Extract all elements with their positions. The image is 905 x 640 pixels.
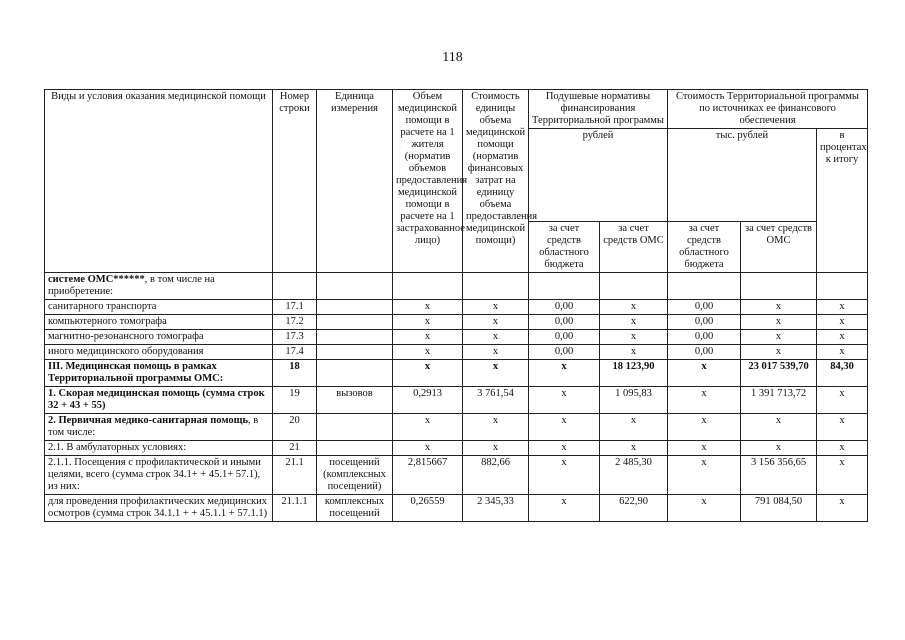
cell-pct: 84,30 xyxy=(817,360,868,387)
cell-row: 18 xyxy=(273,360,317,387)
cell-pr-oms: x xyxy=(741,330,817,345)
cell-pr-budget: x xyxy=(668,441,741,456)
table-row xyxy=(45,441,868,456)
cell-unit: посещений (комплексных посещений) xyxy=(317,456,393,495)
row-kind: магнитно-резонансного томографа xyxy=(45,330,273,345)
cell-pr-budget: x xyxy=(668,387,741,414)
cell-pr-budget: 0,00 xyxy=(668,345,741,360)
row-kind: 2.1. В амбулаторных условиях: xyxy=(45,441,273,456)
header-cost: Стоимость единицы объема медицинской помощи (норматив финансовых затрат на единицу объема предоставления медицинской помощи) xyxy=(463,90,529,273)
header-row-1 xyxy=(45,90,868,129)
cell-vol: x xyxy=(393,300,463,315)
cell-pr-budget: 0,00 xyxy=(668,300,741,315)
cell-pc-oms: x xyxy=(600,345,668,360)
row-kind: санитарного транспорта xyxy=(45,300,273,315)
cell-pr-oms: 3 156 356,65 xyxy=(741,456,817,495)
row-kind: системе ОМС******, в том числе на приобретение: xyxy=(45,273,273,300)
cell-vol xyxy=(393,273,463,300)
cell-pc-oms: 1 095,83 xyxy=(600,387,668,414)
header-pr-budget: за счет средств областного бюджета xyxy=(668,222,741,273)
cell-cost: x xyxy=(463,414,529,441)
cell-pc-oms: x xyxy=(600,414,668,441)
cell-pc-budget: 0,00 xyxy=(529,315,600,330)
cell-pr-budget: 0,00 xyxy=(668,315,741,330)
cell-pc-budget: 0,00 xyxy=(529,300,600,315)
cell-pr-budget: x xyxy=(668,456,741,495)
cell-pr-budget: x xyxy=(668,414,741,441)
cell-pct: x xyxy=(817,330,868,345)
page-number: 118 xyxy=(442,50,463,65)
cell-cost: x xyxy=(463,330,529,345)
header-percent: в процентах к итогу xyxy=(817,129,868,273)
cell-pr-oms: x xyxy=(741,345,817,360)
table-row xyxy=(45,414,868,441)
cell-row: 17.4 xyxy=(273,345,317,360)
cell-row: 20 xyxy=(273,414,317,441)
row-kind: компьютерного томографа xyxy=(45,315,273,330)
cell-pc-oms: 2 485,30 xyxy=(600,456,668,495)
cell-pc-oms: x xyxy=(600,441,668,456)
header-row-no: Номер строки xyxy=(273,90,317,273)
row-kind: 1. Скорая медицинская помощь (сумма строк 32 + 43 + 55) xyxy=(45,387,273,414)
cell-pct: x xyxy=(817,315,868,330)
row-kind: III. Медицинская помощь в рамках Территориальной программы ОМС: xyxy=(45,360,273,387)
cell-pc-budget: x xyxy=(529,495,600,522)
table-row xyxy=(45,495,868,522)
cell-unit xyxy=(317,300,393,315)
cell-unit xyxy=(317,414,393,441)
cell-pr-budget: x xyxy=(668,495,741,522)
cell-pct xyxy=(817,273,868,300)
cell-pct: x xyxy=(817,456,868,495)
table-row xyxy=(45,273,868,300)
cell-unit: вызовов xyxy=(317,387,393,414)
row-kind: иного медицинского оборудования xyxy=(45,345,273,360)
table-row xyxy=(45,387,868,414)
row-kind: 2. Первичная медико-санитарная помощь, в том числе: xyxy=(45,414,273,441)
cell-pr-oms: x xyxy=(741,441,817,456)
cell-vol: x xyxy=(393,315,463,330)
cell-pr-oms: 1 391 713,72 xyxy=(741,387,817,414)
cell-pr-oms: x xyxy=(741,300,817,315)
table-row xyxy=(45,300,868,315)
cell-unit xyxy=(317,441,393,456)
header-volume: Объем медицинской помощи в расчете на 1 жителя (норматив объемов предоставления медицинской помощи в расчете на 1 застрахованное лицо) xyxy=(393,90,463,273)
cell-unit xyxy=(317,315,393,330)
cell-row: 19 xyxy=(273,387,317,414)
cell-cost xyxy=(463,273,529,300)
header-pc-oms: за счет средств ОМС xyxy=(600,222,668,273)
row-kind: для проведения профилактических медицинских осмотров (сумма строк 34.1.1 + + 45.1.1 + 57.1.1) xyxy=(45,495,273,522)
cell-vol: x xyxy=(393,330,463,345)
cell-pr-oms xyxy=(741,273,817,300)
table-row xyxy=(45,315,868,330)
cell-vol: x xyxy=(393,360,463,387)
cell-pct: x xyxy=(817,441,868,456)
header-rubles: рублей xyxy=(529,129,668,222)
table-row xyxy=(45,330,868,345)
cell-pc-budget: x xyxy=(529,414,600,441)
cell-vol: x xyxy=(393,414,463,441)
cell-pc-budget: x xyxy=(529,456,600,495)
cell-pr-oms: 791 084,50 xyxy=(741,495,817,522)
cell-pct: x xyxy=(817,495,868,522)
table-row xyxy=(45,360,868,387)
cell-pct: x xyxy=(817,345,868,360)
cell-row: 17.1 xyxy=(273,300,317,315)
cell-row: 21.1 xyxy=(273,456,317,495)
cell-pct: x xyxy=(817,414,868,441)
cell-row: 21 xyxy=(273,441,317,456)
cell-pc-oms xyxy=(600,273,668,300)
cell-cost: 3 761,54 xyxy=(463,387,529,414)
cell-pc-oms: 622,90 xyxy=(600,495,668,522)
cell-vol: 2,815667 xyxy=(393,456,463,495)
header-pc-budget: за счет средств областного бюджета xyxy=(529,222,600,273)
cell-unit: комплексных посещений xyxy=(317,495,393,522)
table-row xyxy=(45,345,868,360)
cell-pr-oms: 23 017 539,70 xyxy=(741,360,817,387)
cell-pc-budget: 0,00 xyxy=(529,330,600,345)
row-kind: 2.1.1. Посещения с профилактической и иными целями, всего (сумма строк 34.1+ + 45.1+ 57.1), из них: xyxy=(45,456,273,495)
cell-pct: x xyxy=(817,300,868,315)
cell-vol: 0,26559 xyxy=(393,495,463,522)
cell-cost: x xyxy=(463,360,529,387)
header-per-capita: Подушевые нормативы финансирования Территориальной программы xyxy=(529,90,668,129)
cell-cost: 882,66 xyxy=(463,456,529,495)
financing-table xyxy=(44,89,868,522)
cell-pc-budget: x xyxy=(529,360,600,387)
cell-cost: x xyxy=(463,315,529,330)
cell-pc-oms: 18 123,90 xyxy=(600,360,668,387)
table-row xyxy=(45,456,868,495)
cell-pr-oms: x xyxy=(741,414,817,441)
cell-pc-oms: x xyxy=(600,315,668,330)
header-pr-oms: за счет средств ОМС xyxy=(741,222,817,273)
cell-row: 17.2 xyxy=(273,315,317,330)
header-program-cost: Стоимость Территориальной программы по источниках ее финансового обеспечения xyxy=(668,90,868,129)
cell-unit xyxy=(317,330,393,345)
cell-pc-budget xyxy=(529,273,600,300)
cell-vol: x xyxy=(393,345,463,360)
cell-cost: x xyxy=(463,345,529,360)
cell-pct: x xyxy=(817,387,868,414)
cell-unit xyxy=(317,360,393,387)
cell-pr-budget: 0,00 xyxy=(668,330,741,345)
header-thous-rubles: тыс. рублей xyxy=(668,129,817,222)
cell-pc-budget: x xyxy=(529,387,600,414)
cell-vol: x xyxy=(393,441,463,456)
cell-row xyxy=(273,273,317,300)
cell-vol: 0,2913 xyxy=(393,387,463,414)
cell-unit xyxy=(317,273,393,300)
cell-pr-budget: x xyxy=(668,360,741,387)
cell-pc-oms: x xyxy=(600,300,668,315)
cell-row: 17.3 xyxy=(273,330,317,345)
cell-pr-budget xyxy=(668,273,741,300)
cell-pc-oms: x xyxy=(600,330,668,345)
cell-row: 21.1.1 xyxy=(273,495,317,522)
cell-unit xyxy=(317,345,393,360)
cell-pr-oms: x xyxy=(741,315,817,330)
header-kind: Виды и условия оказания медицинской помощи xyxy=(45,90,273,273)
cell-pc-budget: 0,00 xyxy=(529,345,600,360)
cell-cost: x xyxy=(463,300,529,315)
cell-pc-budget: x xyxy=(529,441,600,456)
header-unit: Единица измерения xyxy=(317,90,393,273)
cell-cost: 2 345,33 xyxy=(463,495,529,522)
cell-cost: x xyxy=(463,441,529,456)
